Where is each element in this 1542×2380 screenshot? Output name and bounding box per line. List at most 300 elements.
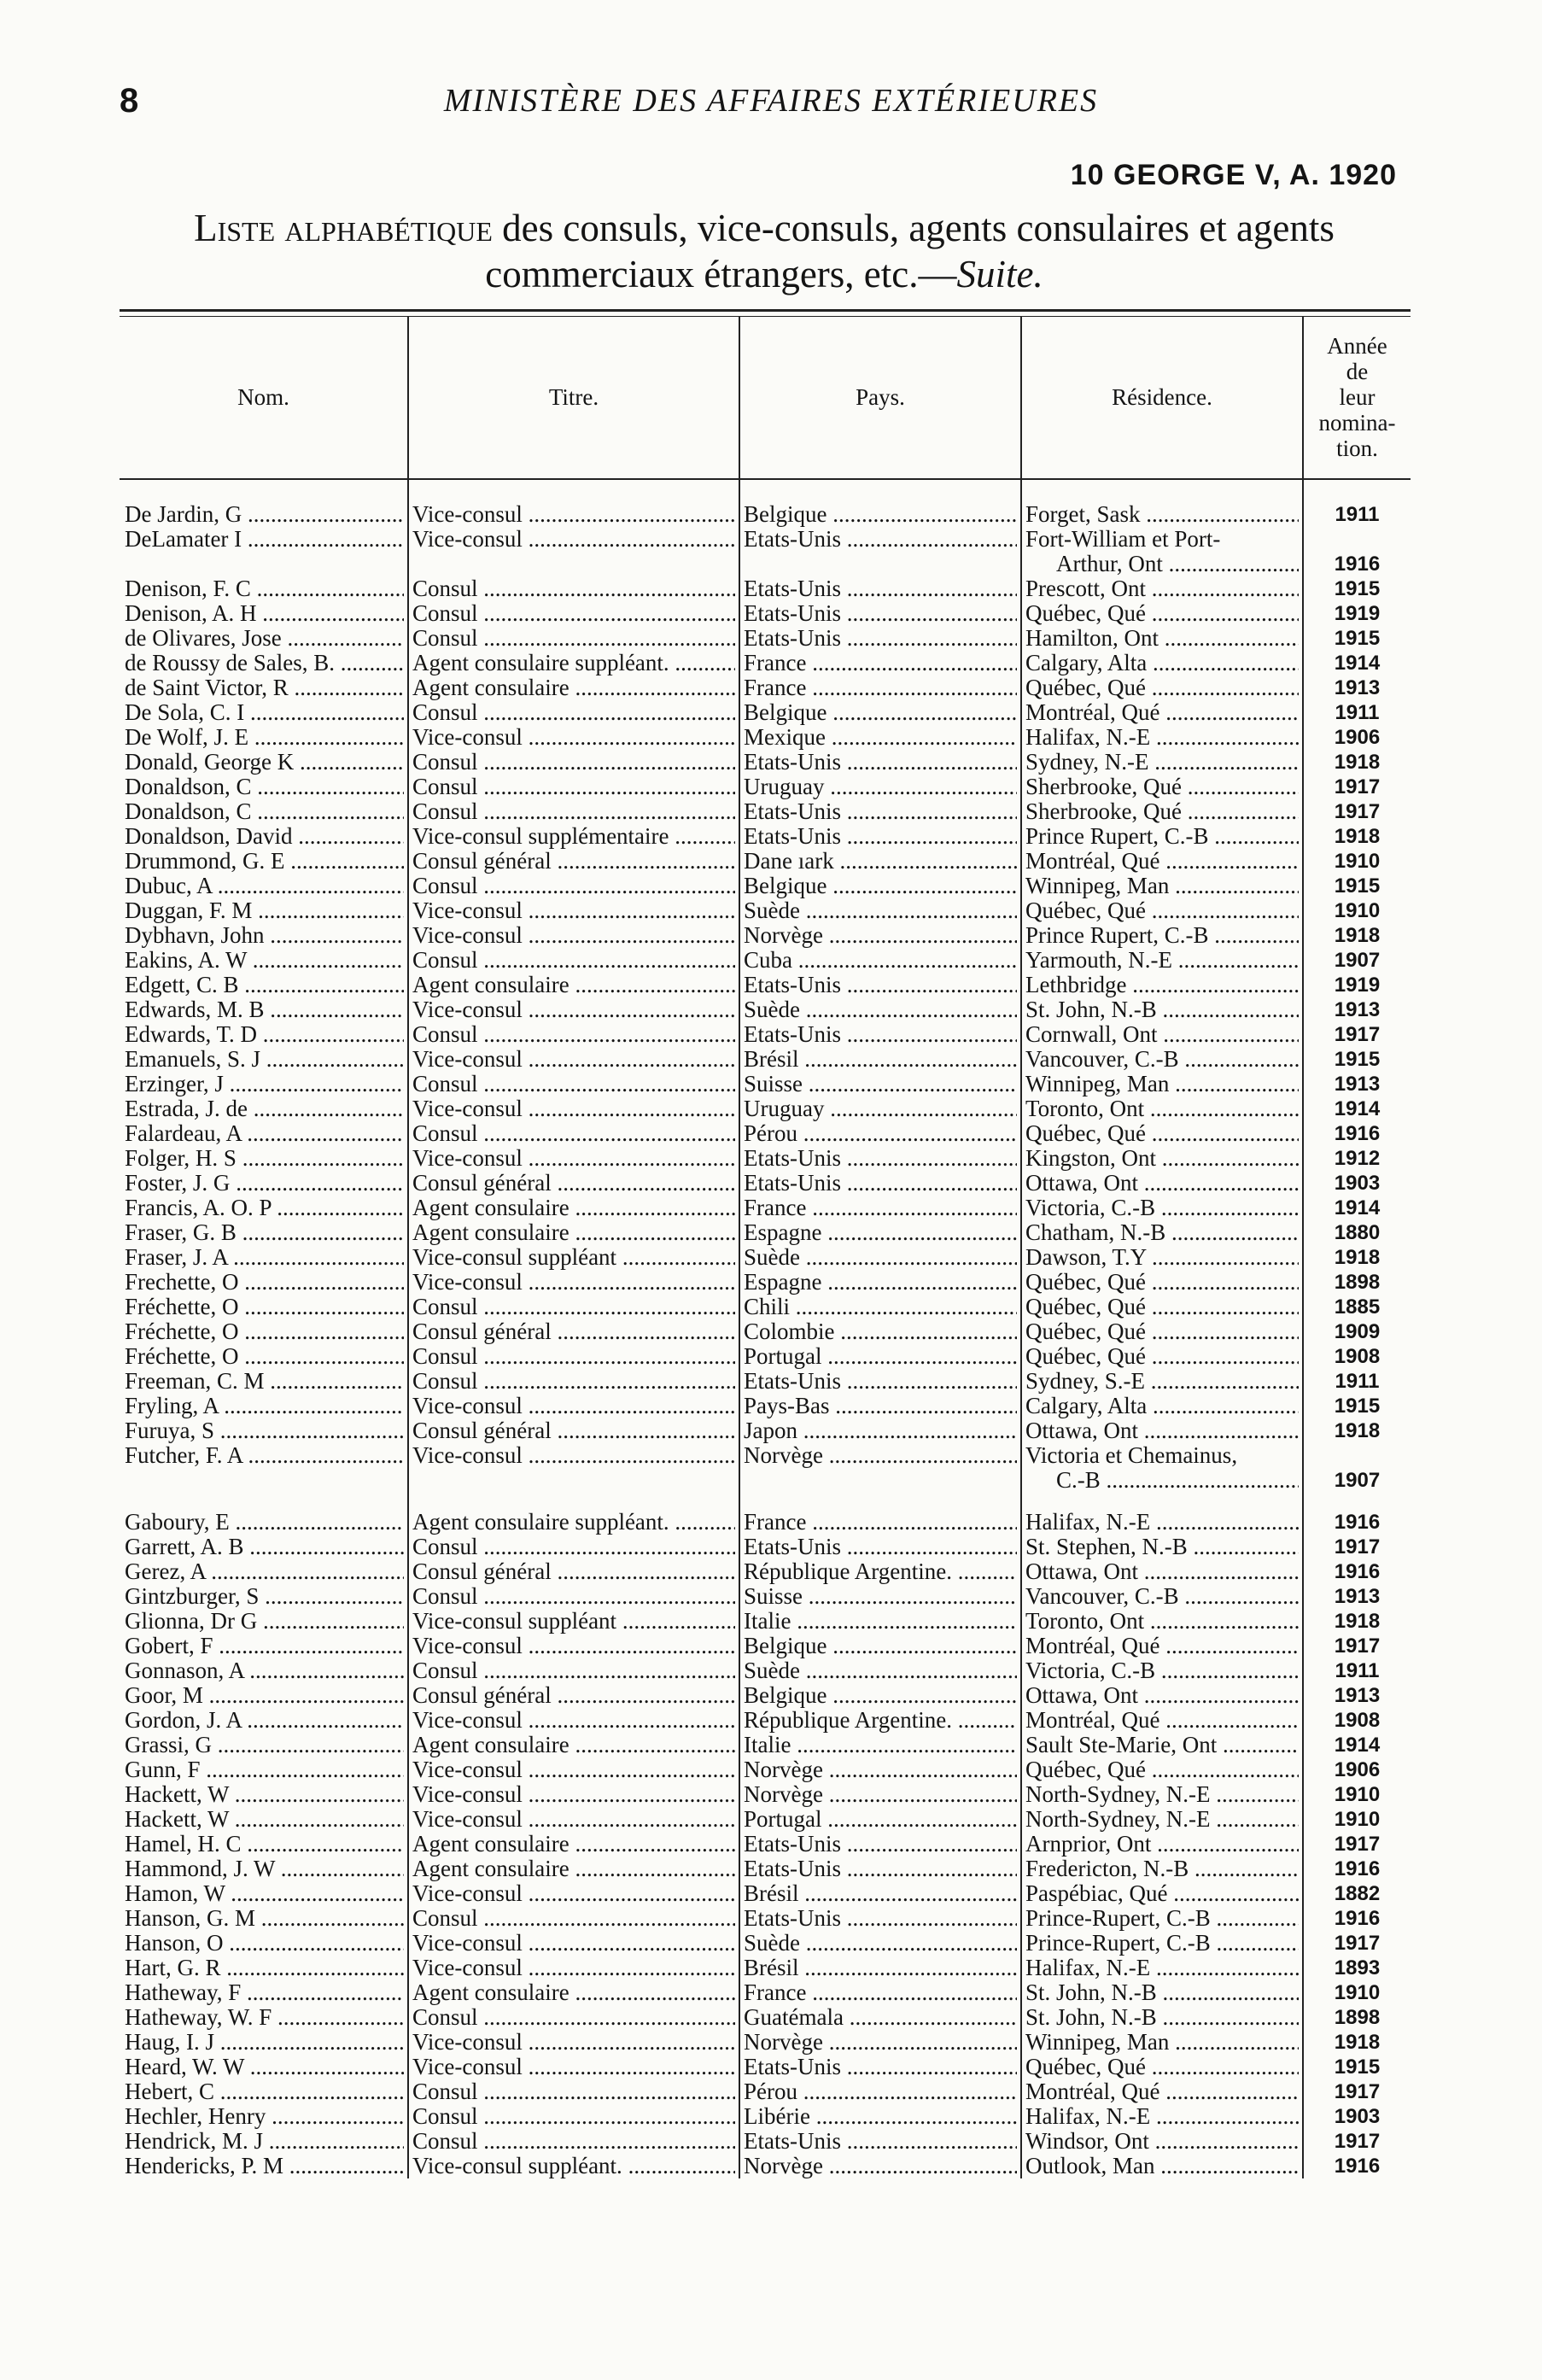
table-row [120,651,1411,675]
cell-titre-text: Vice-consul ..... [412,1708,735,1733]
cell-nom [120,1171,408,1196]
cell-nom [120,1658,408,1683]
cell-annee: 1913 [1303,997,1411,1022]
cell-titre [408,700,739,725]
cell-titre-text: Vice-consul ..... [412,527,735,552]
cell-pays [739,675,1021,700]
cell-titre [408,2104,739,2129]
cell-titre-text: Vice-consul ..... [412,725,735,750]
cell-titre [408,502,739,527]
cell-residence [1021,1609,1303,1634]
cell-pays-text: Belgique ..... [744,1683,1017,1708]
cell-nom-text: de Saint Victor, R ..... [125,675,404,700]
cell-nom-text: Hanson, G. M ..... [125,1906,404,1931]
cell-residence [1021,1072,1303,1096]
cell-titre-text: Agent consulaire ..... [412,1980,735,2005]
cell-titre [408,1319,739,1344]
cell-annee: 1906 [1303,1757,1411,1782]
cell-titre [408,1584,739,1609]
table-row [120,1782,1411,1807]
cell-residence-text: Toronto, Ont ..... [1025,1609,1299,1634]
cell-annee: 1893 [1303,1956,1411,1980]
table-row [120,824,1411,849]
cell-pays [739,2005,1021,2030]
cell-annee: 1907 [1303,1443,1411,1493]
cell-residence [1021,948,1303,973]
cell-annee: 1919 [1303,601,1411,626]
cell-titre-text: Consul ..... [412,775,735,799]
cell-nom-text: De Wolf, J. E ..... [125,725,404,750]
cell-residence-text: North-Sydney, N.-E ..... [1025,1807,1299,1832]
cell-titre-text: Vice-consul ..... [412,1096,735,1121]
cell-residence [1021,1022,1303,1047]
cell-residence [1021,1369,1303,1394]
cell-annee: 1907 [1303,948,1411,973]
cell-titre [408,874,739,898]
cell-residence-text: Toronto, Ont ..... [1025,1096,1299,1121]
cell-pays-text: Etats-Unis ..... [744,601,1017,626]
cell-pays-text: Cuba ..... [744,948,1017,973]
cell-titre-text: Consul ..... [412,799,735,824]
cell-nom-text: Hendericks, P. M ..... [125,2154,404,2178]
cell-nom [120,651,408,675]
cell-pays [739,824,1021,849]
cell-pays-text: Norvège ..... [744,923,1017,948]
cell-titre [408,1096,739,1121]
cell-pays-text: Chili ..... [744,1295,1017,1319]
table-row [120,725,1411,750]
cell-residence-text: Québec, Qué ..... [1025,1121,1299,1146]
cell-residence-text: Victoria et Chemainus, [1025,1443,1238,1468]
cell-residence [1021,1096,1303,1121]
cell-titre-text: Vice-consul ..... [412,923,735,948]
cell-titre-text: Agent consulaire suppléant. ..... [412,1510,735,1535]
cell-pays-text: Brésil ..... [744,1881,1017,1906]
cell-residence-text: St. John, N.-B ..... [1025,2005,1299,2030]
cell-pays [739,626,1021,651]
table-row [120,2005,1411,2030]
cell-nom [120,799,408,824]
cell-residence-text: Montréal, Qué ..... [1025,1708,1299,1733]
cell-pays [739,2104,1021,2129]
cell-nom [120,1418,408,1443]
cell-pays-text: France ..... [744,1510,1017,1535]
cell-titre-text: Consul ..... [412,2005,735,2030]
cell-residence [1021,775,1303,799]
cell-titre-text: Vice-consul ..... [412,1443,735,1468]
cell-titre-text: Consul ..... [412,1658,735,1683]
table-body [120,479,1411,2178]
cell-nom-text: Donald, George K ..... [125,750,404,775]
cell-residence-text: Montréal, Qué ..... [1025,2079,1299,2104]
table-row [120,675,1411,700]
cell-titre [408,2005,739,2030]
cell-residence-text: Québec, Qué ..... [1025,898,1299,923]
cell-residence [1021,898,1303,923]
cell-pays-text: Etats-Unis ..... [744,1022,1017,1047]
cell-residence [1021,1295,1303,1319]
cell-titre-text: Vice-consul ..... [412,1146,735,1171]
cell-pays-text: Etats-Unis ..... [744,2055,1017,2079]
cell-residence [1021,1658,1303,1683]
cell-residence-text: Sherbrooke, Qué ..... [1025,799,1299,824]
table-row [120,1319,1411,1344]
cell-titre-text: Vice-consul ..... [412,898,735,923]
cell-nom-text: Donaldson, C ..... [125,775,404,799]
cell-pays [739,1658,1021,1683]
cell-nom [120,1807,408,1832]
cell-titre-text: Agent consulaire suppléant. ..... [412,651,735,675]
cell-residence [1021,1047,1303,1072]
cell-titre-text: Consul ..... [412,1906,735,1931]
cell-nom-text: Drummond, G. E ..... [125,849,404,874]
cell-titre [408,2055,739,2079]
cell-pays-text: Dane ıark ..... [744,849,1017,874]
cell-residence-text: Dawson, T.Y ..... [1025,1245,1299,1270]
cell-titre-text: Vice-consul ..... [412,997,735,1022]
cell-pays [739,948,1021,973]
cell-annee: 1913 [1303,1072,1411,1096]
cell-nom [120,1535,408,1559]
cell-residence [1021,1683,1303,1708]
cell-residence [1021,750,1303,775]
cell-annee: 1918 [1303,2030,1411,2055]
cell-nom-text: De Sola, C. I ..... [125,700,404,725]
cell-titre [408,898,739,923]
cell-residence-text: Windsor, Ont ..... [1025,2129,1299,2154]
cell-nom [120,1708,408,1733]
cell-pays [739,1584,1021,1609]
cell-titre-text: Vice-consul ..... [412,502,735,527]
cell-annee: 1918 [1303,923,1411,948]
cell-titre [408,973,739,997]
cell-residence [1021,1708,1303,1733]
cell-titre [408,1559,739,1584]
cell-residence-text: North-Sydney, N.-E ..... [1025,1782,1299,1807]
cell-annee: 1913 [1303,675,1411,700]
cell-pays-text: Etats-Unis ..... [744,576,1017,601]
cell-annee: 1915 [1303,626,1411,651]
cell-residence [1021,1757,1303,1782]
cell-pays-text: Etats-Unis ..... [744,1146,1017,1171]
cell-pays [739,1956,1021,1980]
cell-titre-text: Consul ..... [412,750,735,775]
cell-residence-text: Calgary, Alta ..... [1025,1394,1299,1418]
list-title-suite: Suite. [956,253,1043,295]
cell-titre [408,1394,739,1418]
cell-nom [120,1931,408,1956]
table-row [120,1881,1411,1906]
cell-residence [1021,2030,1303,2055]
top-rule [120,309,1411,312]
cell-titre-text: Agent consulaire ..... [412,675,735,700]
cell-titre [408,626,739,651]
cell-residence [1021,2055,1303,2079]
table-row [120,1096,1411,1121]
cell-annee: 1915 [1303,2055,1411,2079]
cell-annee: 1915 [1303,576,1411,601]
cell-titre [408,1807,739,1832]
list-title [120,205,1409,297]
cell-nom-text: Folger, H. S ..... [125,1146,404,1171]
cell-nom [120,948,408,973]
cell-residence-text: Québec, Qué ..... [1025,601,1299,626]
cell-titre-text: Consul ..... [412,626,735,651]
cell-nom-text: Hart, G. R ..... [125,1956,404,1980]
cell-nom-text: Frechette, O ..... [125,1270,404,1295]
cell-residence [1021,1807,1303,1832]
cell-pays-text: Etats-Unis ..... [744,1535,1017,1559]
cell-pays [739,1121,1021,1146]
cell-titre-text: Consul ..... [412,948,735,973]
cell-residence-text: Calgary, Alta ..... [1025,651,1299,675]
cell-residence [1021,1319,1303,1344]
table-row [120,1980,1411,2005]
cell-titre-text: Vice-consul ..... [412,1931,735,1956]
cell-nom-text: Falardeau, A ..... [125,1121,404,1146]
cell-pays-text: Suède ..... [744,898,1017,923]
cell-nom-text: de Olivares, Jose ..... [125,626,404,651]
cell-nom [120,1344,408,1369]
table-row [120,997,1411,1022]
cell-residence-text: Arnprior, Ont ..... [1025,1832,1299,1857]
cell-pays [739,1857,1021,1881]
cell-titre-text: Vice-consul ..... [412,1757,735,1782]
cell-pays [739,1757,1021,1782]
cell-residence-text: Sault Ste-Marie, Ont ..... [1025,1733,1299,1757]
cell-titre-text: Consul ..... [412,1535,735,1559]
cell-nom-text: Gerez, A ..... [125,1559,404,1584]
cell-titre-text: Consul ..... [412,1022,735,1047]
cell-residence-text: Halifax, N.-E ..... [1025,1956,1299,1980]
cell-nom [120,1881,408,1906]
cell-titre-text: Consul ..... [412,700,735,725]
cell-nom [120,1559,408,1584]
cell-residence-text: Winnipeg, Man ..... [1025,2030,1299,2055]
cell-titre [408,1733,739,1757]
cell-titre [408,1857,739,1881]
cell-pays-text: Portugal ..... [744,1807,1017,1832]
cell-pays [739,799,1021,824]
table-row [120,799,1411,824]
cell-residence-text: Montréal, Qué ..... [1025,849,1299,874]
cell-titre [408,948,739,973]
cell-pays-text: Suède ..... [744,1245,1017,1270]
cell-nom-text: Edwards, M. B ..... [125,997,404,1022]
cell-annee: 1913 [1303,1683,1411,1708]
table-row [120,1609,1411,1634]
cell-residence-text: Prince-Rupert, C.-B ..... [1025,1931,1299,1956]
cell-pays-text: Etats-Unis ..... [744,1369,1017,1394]
cell-nom [120,626,408,651]
cell-pays-text: Colombie ..... [744,1319,1017,1344]
cell-nom [120,1121,408,1146]
cell-residence [1021,1535,1303,1559]
cell-titre-text: Consul ..... [412,1121,735,1146]
cell-titre-text: Agent consulaire ..... [412,1857,735,1881]
cell-titre [408,1146,739,1171]
cell-titre-text: Vice-consul ..... [412,1394,735,1418]
cell-nom-text: Glionna, Dr G ..... [125,1609,404,1634]
cell-titre-text: Agent consulaire ..... [412,1196,735,1220]
cell-nom-text: Gunn, F ..... [125,1757,404,1782]
table-row [120,1857,1411,1881]
cell-titre-text: Agent consulaire ..... [412,1733,735,1757]
cell-titre [408,1270,739,1295]
cell-titre [408,1881,739,1906]
cell-pays [739,1559,1021,1584]
cell-pays-text: Brésil ..... [744,1956,1017,1980]
cell-residence [1021,2129,1303,2154]
cell-annee: 1909 [1303,1319,1411,1344]
cell-pays-text: Etats-Unis ..... [744,1832,1017,1857]
cell-pays [739,1782,1021,1807]
cell-pays [739,1394,1021,1418]
cell-residence-text: Victoria, C.-B ..... [1025,1196,1299,1220]
table-row [120,1733,1411,1757]
session-label: 10 GEORGE V, A. 1920 [1070,159,1397,191]
cell-nom-text: Goor, M ..... [125,1683,404,1708]
cell-nom [120,1782,408,1807]
cell-titre [408,1418,739,1443]
cell-nom [120,1096,408,1121]
cell-titre [408,1757,739,1782]
cell-pays [739,1245,1021,1270]
cell-pays [739,1270,1021,1295]
cell-residence-text: Québec, Qué ..... [1025,1757,1299,1782]
cell-annee: 1911 [1303,502,1411,527]
cell-residence [1021,997,1303,1022]
cell-nom-text: Estrada, J. de ..... [125,1096,404,1121]
table-header-row [120,316,1411,479]
cell-pays [739,1906,1021,1931]
cell-residence [1021,1881,1303,1906]
cell-titre-text: Vice-consul suppléant ..... [412,1609,735,1634]
cell-titre [408,1956,739,1980]
cell-residence [1021,1559,1303,1584]
cell-nom-text: Furuya, S ..... [125,1418,404,1443]
cell-annee: 1915 [1303,874,1411,898]
cell-titre [408,675,739,700]
cell-nom-text: Hatheway, F ..... [125,1980,404,2005]
cell-pays [739,973,1021,997]
cell-titre [408,799,739,824]
cell-nom [120,1857,408,1881]
cell-annee: 1914 [1303,1196,1411,1220]
table-row [120,1443,1411,1493]
cell-nom-text: Dubuc, A ..... [125,874,404,898]
cell-titre-text: Consul ..... [412,2079,735,2104]
cell-nom [120,923,408,948]
cell-residence [1021,675,1303,700]
cell-nom-text: Hebert, C ..... [125,2079,404,2104]
cell-residence-text: Montréal, Qué ..... [1025,700,1299,725]
cell-annee: 1917 [1303,2129,1411,2154]
cell-pays [739,898,1021,923]
cell-residence-text: Kingston, Ont ..... [1025,1146,1299,1171]
cell-titre-text: Consul général ..... [412,1171,735,1196]
cell-nom [120,725,408,750]
cell-residence-text: Sydney, N.-E ..... [1025,750,1299,775]
cell-nom-text: Hendrick, M. J ..... [125,2129,404,2154]
cell-titre [408,2129,739,2154]
cell-residence-text: Yarmouth, N.-E ..... [1025,948,1299,973]
cell-nom [120,898,408,923]
cell-annee: 1908 [1303,1344,1411,1369]
cell-titre [408,2030,739,2055]
cell-titre [408,1634,739,1658]
cell-titre [408,1443,739,1493]
cell-residence-text: Québec, Qué ..... [1025,2055,1299,2079]
table-row [120,1418,1411,1443]
cell-nom-text: Hackett, W ..... [125,1807,404,1832]
cell-pays-text: Etats-Unis ..... [744,1857,1017,1881]
cell-titre [408,725,739,750]
cell-residence-text: Ottawa, Ont ..... [1025,1683,1299,1708]
cell-residence [1021,1857,1303,1881]
cell-nom [120,2055,408,2079]
cell-pays [739,2079,1021,2104]
cell-nom [120,1956,408,1980]
cell-titre-text: Vice-consul ..... [412,1881,735,1906]
cell-nom-text: De Jardin, G ..... [125,502,404,527]
cell-titre-text: Vice-consul suppléant. ..... [412,2154,735,2178]
cell-nom-text: Erzinger, J ..... [125,1072,404,1096]
cell-pays-text: France ..... [744,651,1017,675]
table-row [120,973,1411,997]
cell-residence-text: Fort-William et Port- [1025,527,1221,552]
cell-residence [1021,1634,1303,1658]
cell-pays-text: Belgique ..... [744,1634,1017,1658]
cell-titre [408,1782,739,1807]
cell-residence [1021,1980,1303,2005]
cell-nom [120,1394,408,1418]
cell-pays [739,1807,1021,1832]
cell-residence [1021,799,1303,824]
cell-pays [739,725,1021,750]
cell-residence-text: Fredericton, N.-B ..... [1025,1857,1299,1881]
cell-pays [739,2129,1021,2154]
cell-pays [739,1171,1021,1196]
cell-titre [408,1047,739,1072]
cell-pays [739,1609,1021,1634]
cell-residence [1021,1493,1303,1535]
cell-titre-text: Vice-consul ..... [412,1807,735,1832]
cell-pays-text: Etats-Unis ..... [744,799,1017,824]
cell-residence [1021,1956,1303,1980]
cell-pays-text: Suède ..... [744,1658,1017,1683]
cell-titre [408,1658,739,1683]
cell-annee: 1913 [1303,1584,1411,1609]
cell-pays-text: Norvège ..... [744,2030,1017,2055]
cell-annee: 1910 [1303,849,1411,874]
table-row [120,874,1411,898]
running-header: MINISTÈRE DES AFFAIRES EXTÉRIEURES [443,83,1099,119]
cell-residence-text: Victoria, C.-B ..... [1025,1658,1299,1683]
cell-annee: 1916 [1303,1559,1411,1584]
cell-residence [1021,502,1303,527]
table-row [120,1394,1411,1418]
column-header-residence: Résidence. [1021,316,1303,479]
cell-residence-text: Sydney, S.-E ..... [1025,1369,1299,1394]
cell-pays-text: Brésil ..... [744,1047,1017,1072]
cell-annee: 1903 [1303,1171,1411,1196]
cell-nom [120,1072,408,1096]
column-header-titre: Titre. [408,316,739,479]
cell-annee: 1919 [1303,973,1411,997]
table-row [120,1535,1411,1559]
table-row [120,2079,1411,2104]
